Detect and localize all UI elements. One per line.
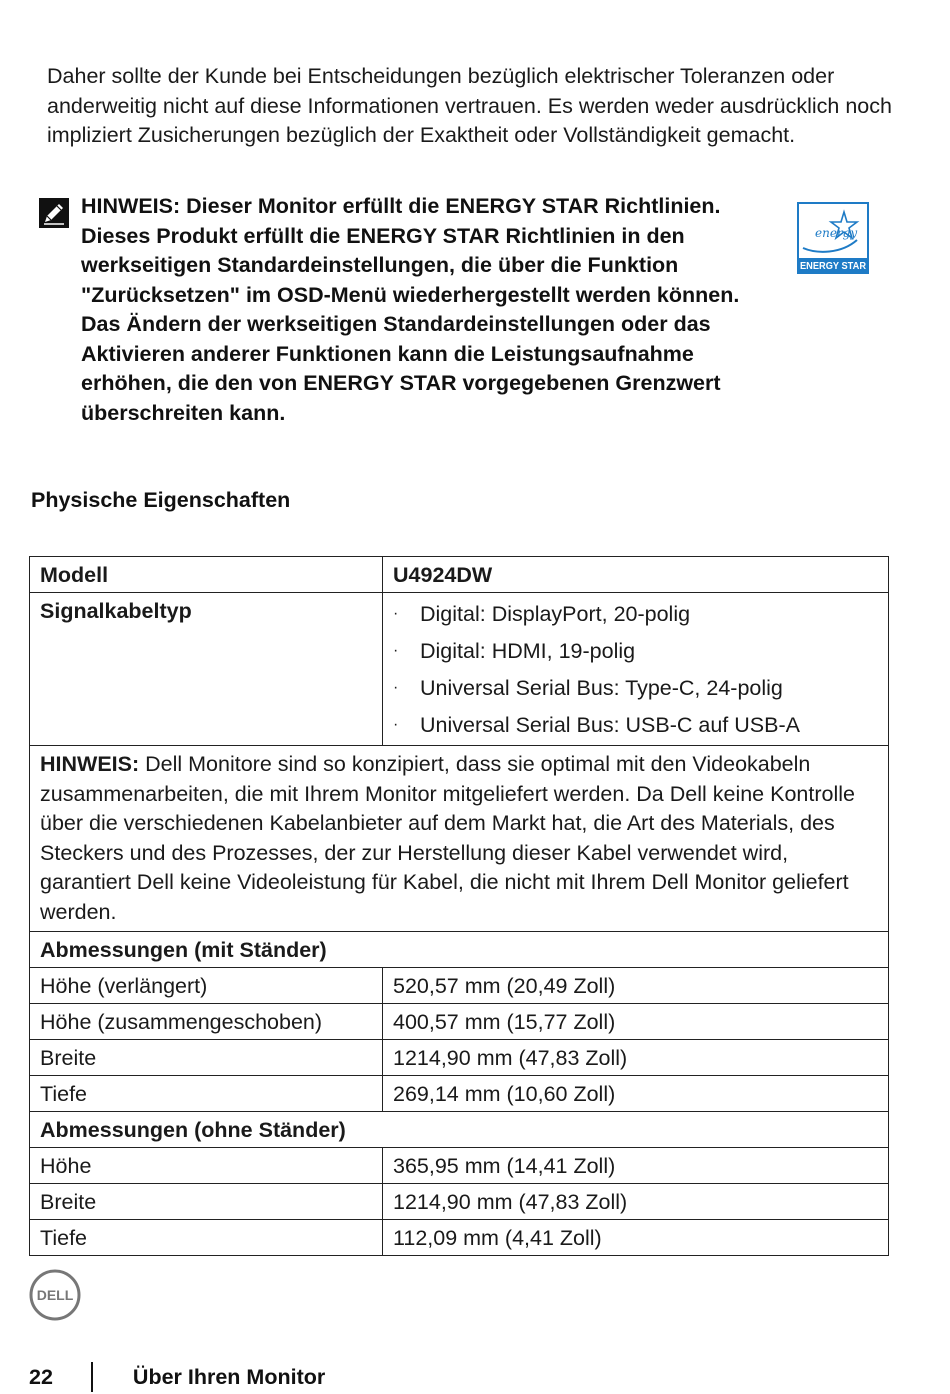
energy-star-note — [81, 192, 781, 428]
table-row — [30, 557, 889, 593]
dimension-label: Höhe — [30, 1148, 383, 1184]
list-item: · Digital: DisplayPort, 20-polig — [393, 601, 691, 626]
note-line-1: HINWEIS: Dieser Monitor erfüllt die ENERGY STAR Richtlinien. — [81, 194, 721, 218]
table-row — [30, 1220, 889, 1256]
table-row — [30, 932, 889, 968]
dimension-value: 112,09 mm (4,41 Zoll) — [383, 1220, 889, 1256]
signal-cable-list — [383, 593, 889, 746]
table-row — [30, 1112, 889, 1148]
list-item: · Universal Serial Bus: USB-C auf USB-A — [393, 712, 800, 737]
list-item: · Universal Serial Bus: Type-C, 24-polig — [393, 675, 783, 700]
table-row — [30, 1184, 889, 1220]
model-label: Modell — [30, 557, 383, 593]
chapter-title: Über Ihren Monitor — [132, 1364, 326, 1389]
note-pencil-icon — [38, 197, 70, 229]
table-row — [30, 1076, 889, 1112]
page-number: 22 — [29, 1364, 53, 1389]
dimension-value: 269,14 mm (10,60 Zoll) — [383, 1076, 889, 1112]
energy-star-logo — [797, 202, 869, 274]
page-footer — [29, 1362, 325, 1392]
dell-logo-text: DELL — [36, 1287, 74, 1303]
dimension-label: Tiefe — [30, 1076, 383, 1112]
footer-divider — [91, 1362, 93, 1392]
without-stand-heading: Abmessungen (ohne Ständer) — [30, 1112, 889, 1148]
table-row — [30, 1040, 889, 1076]
physical-specs-table — [29, 556, 889, 1256]
cable-hint — [30, 746, 889, 932]
dimension-value: 365,95 mm (14,41 Zoll) — [383, 1148, 889, 1184]
dimension-label: Tiefe — [30, 1220, 383, 1256]
intro-paragraph: Daher sollte der Kunde bei Entscheidungen bezüglich elektrischer Toleranzen oder anderweitig nicht auf diese Informationen vertrauen. Es werden weder ausdrücklich noch impliziert Zusicherungen bezüglich der Exaktheit oder Vollständigkeit gemacht. — [47, 64, 892, 147]
dimension-label: Höhe (zusammengeschoben) — [30, 1004, 383, 1040]
energy-logo-label: ENERGY STAR — [800, 261, 867, 272]
table-row — [30, 593, 889, 746]
signal-cable-label: Signalkabeltyp — [30, 593, 383, 746]
list-item: · Digital: HDMI, 19-polig — [393, 638, 636, 663]
table-row — [30, 746, 889, 932]
with-stand-heading: Abmessungen (mit Ständer) — [30, 932, 889, 968]
dimension-value: 1214,90 mm (47,83 Zoll) — [383, 1040, 889, 1076]
hint-text: Dell Monitore sind so konzipiert, dass sie optimal mit den Videokabeln zusammenarbeiten, die mit Ihrem Monitor mitgeliefert werden. Da Dell keine Kontrolle über die verschiedenen Kabelanbieter auf dem Markt hat, die Art des Materials, des Steckers und des Prozesses, der zur Herstellung dieser Kabel verwendet wird, garantiert Dell keine Videoleistung für Kabel, die nicht mit Ihrem Dell Monitor geliefert werden. — [40, 752, 855, 924]
dimension-label: Breite — [30, 1184, 383, 1220]
section-heading: Physische Eigenschaften — [31, 488, 291, 512]
note-line-2: Dieses Produkt erfüllt die ENERGY STAR Richtlinien in den werkseitigen Standardeinstellungen, die über die Funktion "Zurücksetzen" im OSD-Menü wiederhergestellt werden können. Das Ändern der werkseitigen Standardeinstellungen oder das Aktivieren anderer Funktionen kann die Leistungsaufnahme erhöhen, die den von ENERGY STAR vorgegebenen Grenzwert überschreiten kann. — [81, 223, 740, 425]
dimension-value: 400,57 mm (15,77 Zoll) — [383, 1004, 889, 1040]
energy-logo-script: energy — [815, 226, 858, 240]
dimension-label: Breite — [30, 1040, 383, 1076]
model-value: U4924DW — [383, 557, 889, 593]
dimension-value: 520,57 mm (20,49 Zoll) — [383, 968, 889, 1004]
dimension-label: Höhe (verlängert) — [30, 968, 383, 1004]
hint-label: HINWEIS: — [40, 752, 140, 776]
dell-logo — [29, 1269, 81, 1321]
table-row — [30, 1004, 889, 1040]
table-row — [30, 968, 889, 1004]
table-row — [30, 1148, 889, 1184]
dimension-value: 1214,90 mm (47,83 Zoll) — [383, 1184, 889, 1220]
